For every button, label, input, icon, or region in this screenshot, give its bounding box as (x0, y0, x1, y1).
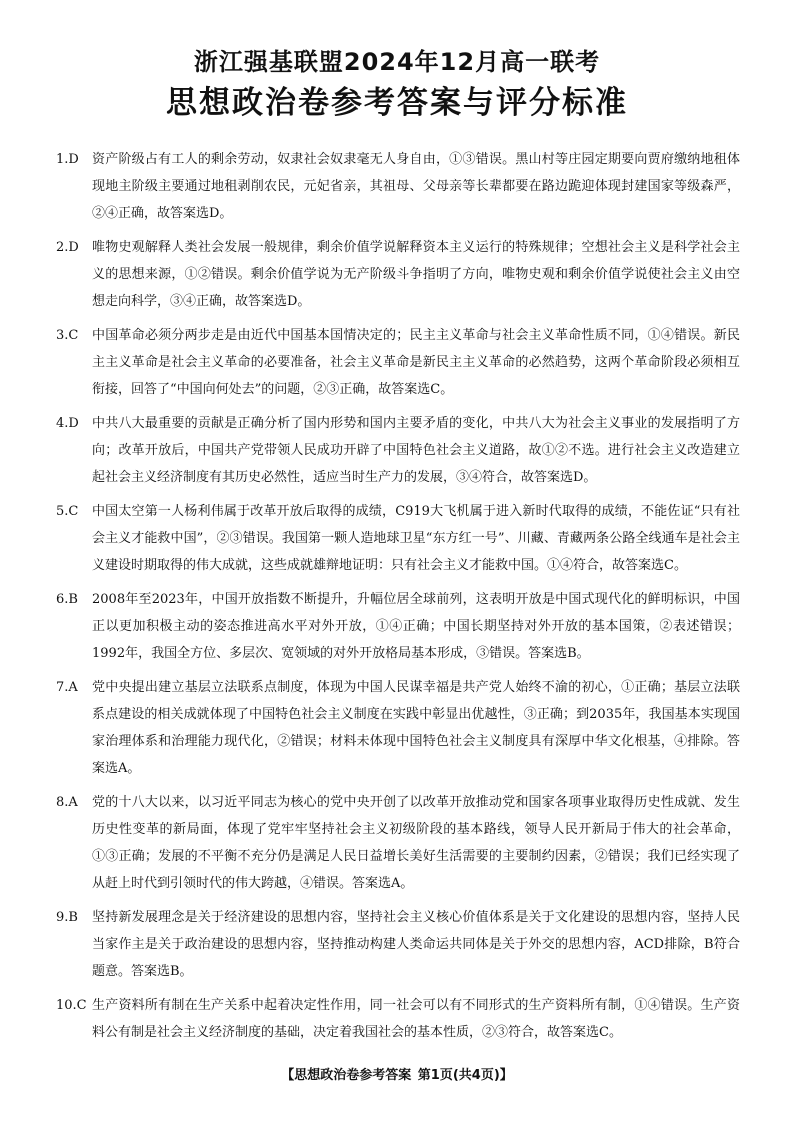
footer-label: 【思想政治卷参考答案 (281, 1068, 412, 1083)
answer-item (56, 904, 740, 985)
page-number: 第1页(共4页)】 (417, 1068, 513, 1083)
answer-number: 5.C (56, 504, 79, 519)
answer-explanation: 2008年至2023年，中国开放指数不断提升，升幅位居全球前列，这表明开放是中国式现代化的鲜明标识，中国正以更加积极主动的姿态推进高水平对外开放，①④正确；中国长期坚持对外开放的基本国策，②表述错误；1992年，我国全方位、多层次、宽领域的对外开放格局基本形成，③错误。答案选B。 (92, 592, 740, 661)
answer-explanation: 唯物史观解释人类社会发展一般规律，剩余价值学说解释资本主义运行的特殊规律；空想社会主义是科学社会主义的思想来源，①②错误。剩余价值学说为无产阶级斗争指明了方向，唯物史观和剩余价值学说使社会主义由空想走向科学，③④正确，故答案选D。 (92, 240, 740, 309)
answer-explanation: 党中央提出建立基层立法联系点制度，体现为中国人民谋幸福是共产党人始终不渝的初心，①正确；基层立法联系点建设的相关成就体现了中国特色社会主义制度在实践中彰显出优越性，③正确；到2035年，我国基本实现国家治理体系和治理能力现代化，②错误；材料未体现中国特色社会主义制度具有深厚中华文化根基，④排除。答案选A。 (92, 680, 740, 776)
answer-item (56, 498, 740, 579)
answer-number: 1.D (56, 152, 79, 167)
exam-title: 浙江强基联盟2024年12月高一联考 (193, 48, 601, 76)
answer-number: 3.C (56, 328, 79, 343)
answer-number: 10.C (56, 998, 87, 1013)
answer-explanation: 中国革命必须分两步走是由近代中国基本国情决定的；民主主义革命与社会主义革命性质不同，①④错误。新民主主义革命是社会主义革命的必要准备，社会主义革命是新民主主义革命的必然趋势，这两个革命阶段必须相互衔接，回答了“中国向何处去”的问题，②③正确，故答案选C。 (92, 328, 740, 397)
document-title: 思想政治卷参考答案与评分标准 (166, 85, 628, 121)
answer-item (56, 674, 740, 782)
answer-explanation: 资产阶级占有工人的剩余劳动，奴隶社会奴隶毫无人身自由，①③错误。黑山村等庄园定期要向贾府缴纳地租体现地主阶级主要通过地租剥削农民，元妃省亲，其祖母、父母亲等长辈都要在路边跪迎体现封建国家等级森严，②④正确，故答案选D。 (92, 152, 740, 221)
answer-number: 4.D (56, 416, 79, 431)
answer-explanation: 党的十八大以来，以习近平同志为核心的党中央开创了以改革开放推动党和国家各项事业取得历史性成就、发生历史性变革的新局面，体现了党牢牢坚持社会主义初级阶段的基本路线，领导人民开新局于伟大的社会革命，①③正确；发展的不平衡不充分仍是满足人民日益增长美好生活需要的主要制约因素，②错误；我们已经实现了从赶上时代到引领时代的伟大跨越，④错误。答案选A。 (92, 795, 740, 891)
answer-number: 6.B (56, 592, 78, 607)
answer-item (56, 410, 740, 491)
answer-item (56, 322, 740, 403)
answer-explanation: 中国太空第一人杨利伟属于改革开放后取得的成绩，C919大飞机属于进入新时代取得的成绩，不能佐证“只有社会主义才能救中国”，②③错误。我国第一颗人造地球卫星“东方红一号”、川藏、青藏两条公路全线通车是社会主义建设时期取得的伟大成就，这些成就雄辩地证明：只有社会主义才能救中国。①④符合，故答案选C。 (92, 504, 740, 573)
answer-list (56, 146, 740, 1053)
answer-item (56, 234, 740, 315)
answer-number: 9.B (56, 910, 78, 925)
answer-item (56, 992, 740, 1046)
answer-explanation: 生产资料所有制在生产关系中起着决定性作用，同一社会可以有不同形式的生产资料所有制，①④错误。生产资料公有制是社会主义经济制度的基础，决定着我国社会的基本性质，②③符合，故答案选C。 (92, 998, 740, 1040)
answer-item (56, 146, 740, 227)
answer-item (56, 789, 740, 897)
answer-number: 2.D (56, 240, 79, 255)
answer-explanation: 坚持新发展理念是关于经济建设的思想内容，坚持社会主义核心价值体系是关于文化建设的思想内容，坚持人民当家作主是关于政治建设的思想内容，坚持推动构建人类命运共同体是关于外交的思想内容，ACD排除，B符合题意。答案选B。 (92, 910, 740, 979)
answer-number: 8.A (56, 795, 78, 810)
answer-explanation: 中共八大最重要的贡献是正确分析了国内形势和国内主要矛盾的变化，中共八大为社会主义事业的发展指明了方向；改革开放后，中国共产党带领人民成功开辟了中国特色社会主义道路，故①②不选。进行社会主义改造建立起社会主义经济制度有其历史必然性，适应当时生产力的发展，③④符合，故答案选D。 (92, 416, 740, 485)
answer-number: 7.A (56, 680, 78, 695)
answer-item (56, 586, 740, 667)
page-footer (0, 1064, 794, 1083)
